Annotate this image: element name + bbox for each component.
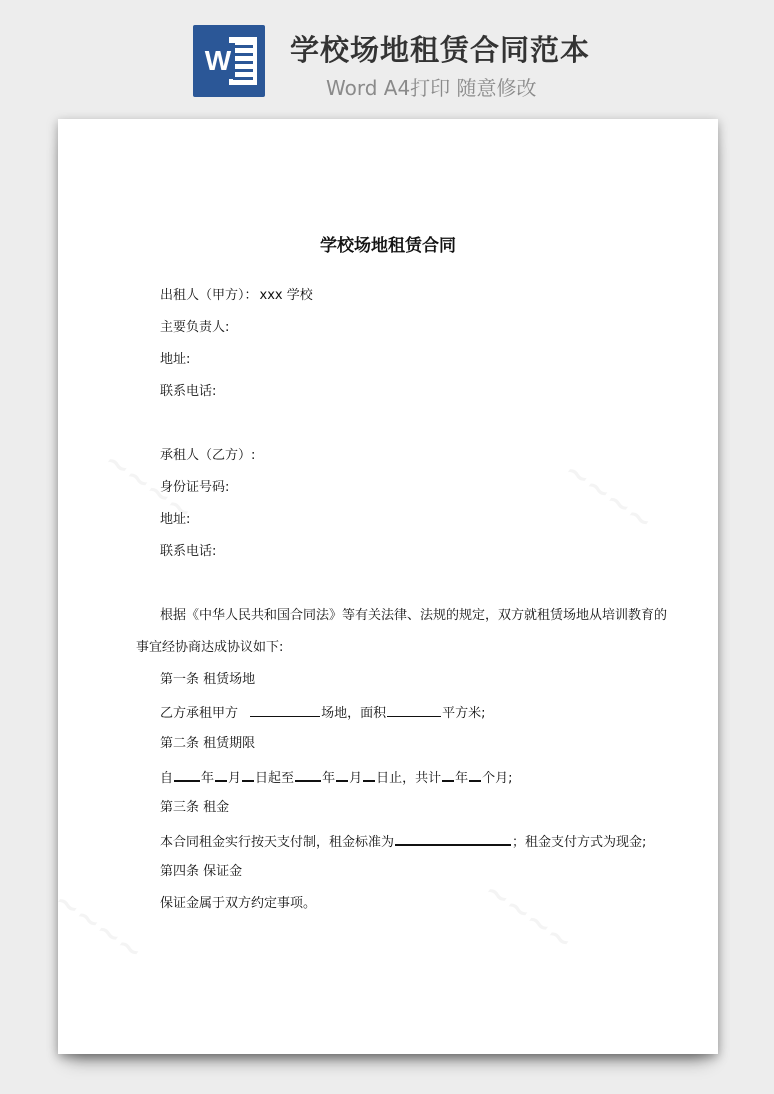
total-year-blank [442, 767, 454, 782]
lessee-id-number: 身份证号码: [160, 480, 230, 495]
term-day-to: 日起至 [255, 771, 295, 786]
preamble-line-2: 事宜经协商达成协议如下: [136, 640, 284, 655]
article-1-text-a: 乙方承租甲方 [160, 706, 239, 721]
document-title: 学校场地租赁合同 [320, 236, 456, 256]
term-year: 年 [201, 771, 215, 786]
lessor-phone: 联系电话: [160, 384, 217, 399]
article-3-heading: 第三条 租金 [160, 800, 230, 815]
article-4-body: 保证金属于双方约定事项。 [160, 896, 317, 911]
article-1-body [160, 703, 486, 723]
lessee-label: 承租人（乙方）: [160, 448, 256, 463]
area-blank [387, 703, 441, 717]
term-day-end: 日止，共计 [376, 771, 442, 786]
end-year-blank [295, 767, 321, 782]
article-2-heading: 第二条 租赁期限 [160, 736, 256, 751]
start-year-blank [174, 767, 200, 782]
watermark [47, 883, 149, 969]
article-1-heading: 第一条 租赁场地 [160, 672, 256, 687]
lessor-value: xxx 学校 [259, 288, 313, 303]
article-1-text-b: 场地，面积 [321, 706, 387, 721]
article-1-text-c: 平方米; [442, 706, 486, 721]
end-day-blank [363, 767, 375, 782]
word-letter: W [201, 43, 235, 79]
preamble-line-1: 根据《中华人民共和国合同法》等有关法律、法规的规定，双方就租赁场地从培训教育的 [160, 608, 668, 623]
term-year-2: 年 [322, 771, 336, 786]
lessor-label: 出租人（甲方）： [160, 288, 258, 303]
word-logo-icon [193, 25, 265, 97]
watermark [477, 873, 579, 959]
term-month-2: 月 [349, 771, 363, 786]
venue-blank [250, 703, 320, 717]
end-month-blank [336, 767, 348, 782]
article-3-text-b: ；租金支付方式为现金; [512, 835, 647, 850]
start-month-blank [215, 767, 227, 782]
lessor-address: 地址: [160, 352, 191, 367]
lessor-principal: 主要负责人: [160, 320, 230, 335]
term-year-3: 年 [455, 771, 469, 786]
article-3-body [160, 831, 646, 852]
article-4-heading: 第四条 保证金 [160, 864, 243, 879]
header-subtitle: Word A4打印 随意修改 [326, 76, 537, 100]
lessor-line [160, 287, 313, 305]
term-month: 月 [228, 771, 242, 786]
article-3-text-a: 本合同租金实行按天支付制，租金标准为 [160, 835, 395, 850]
term-months: 个月; [482, 771, 513, 786]
lessee-phone: 联系电话: [160, 544, 217, 559]
lessee-address: 地址: [160, 512, 191, 527]
total-month-blank [469, 767, 481, 782]
article-2-body [160, 767, 513, 788]
document-page [58, 119, 718, 1054]
start-day-blank [242, 767, 254, 782]
header-title: 学校场地租赁合同范本 [290, 33, 591, 67]
term-from: 自 [160, 771, 174, 786]
watermark [557, 453, 659, 539]
rent-standard-blank [395, 831, 511, 846]
